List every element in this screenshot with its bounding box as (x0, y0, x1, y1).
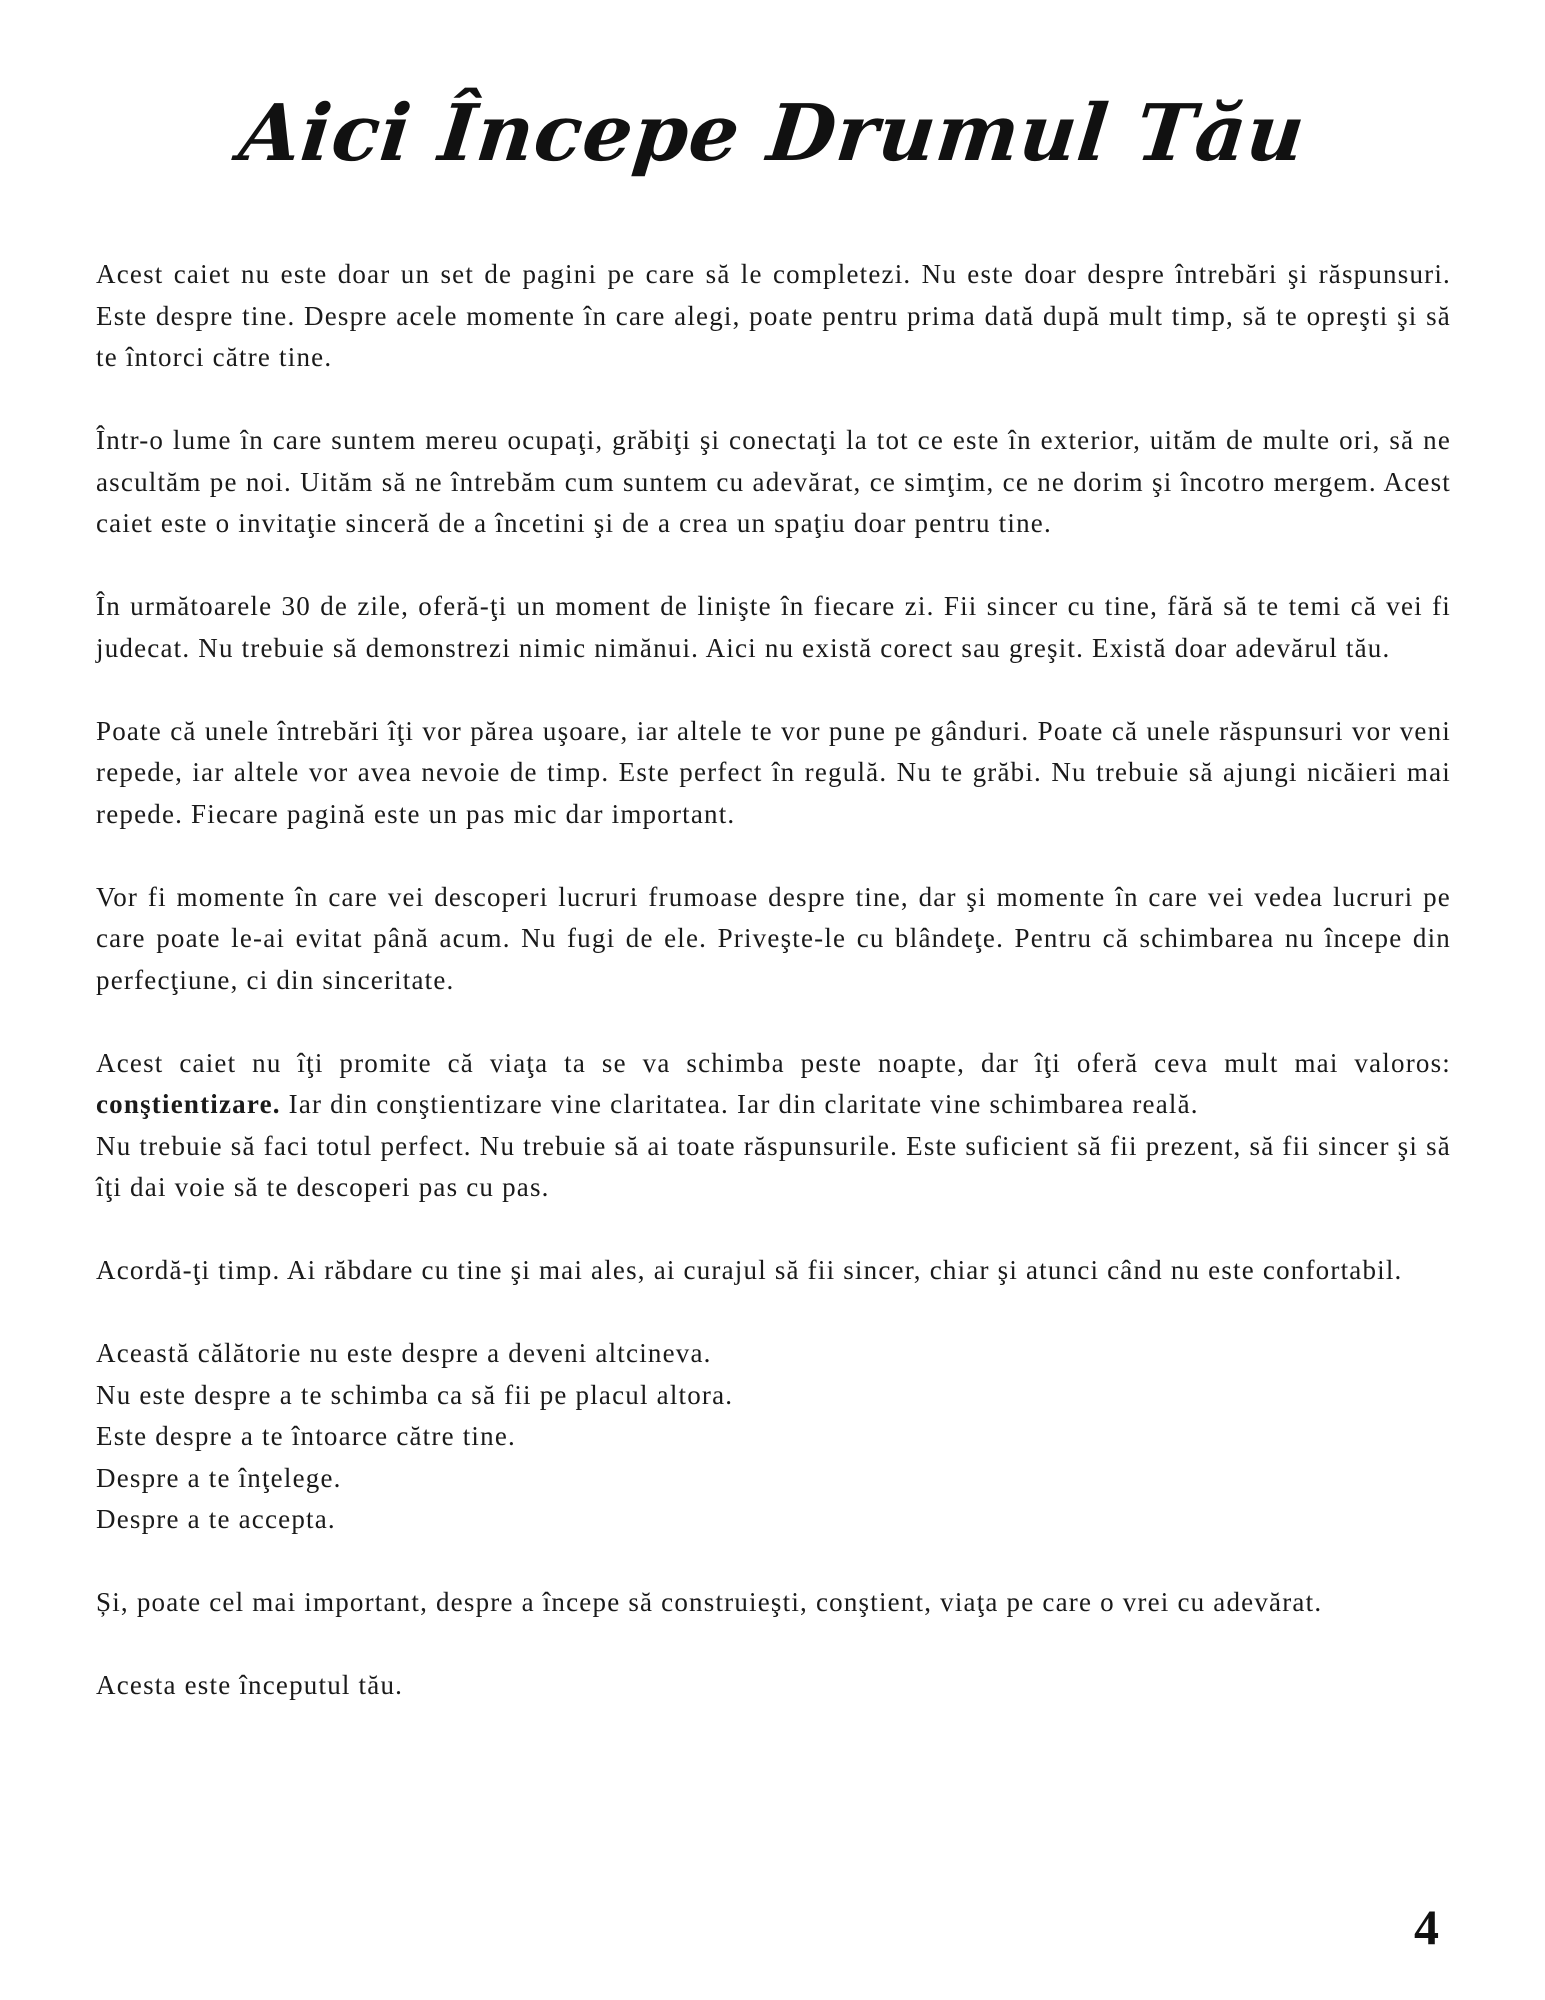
body-text (96, 254, 1451, 1707)
closing-line: Este despre a te întoarce către tine. (96, 1421, 516, 1451)
closing-line: Nu este despre a te schimba ca să fii pe placul altora. (96, 1379, 734, 1410)
page-number: 4 (1414, 1899, 1439, 1955)
paragraph-1: Acest caiet nu este doar un set de pagini pe care să le completezi. Nu este doar despre întrebări şi răspunsuri. Este despre tine. Despre acele momente în care alegi, poate pentru prima dată după mult timp, să te opreşti şi să te întorci către tine. (96, 259, 1451, 372)
closing-line: Despre a te accepta. (96, 1504, 336, 1534)
paragraph-3: În următoarele 30 de zile, oferă-ţi un moment de linişte în fiecare zi. Fii sincer cu tine, fără să te temi că vei fi judecat. Nu trebuie să demonstrezi nimic nimănui. Aici nu există corect sau greşit. Există doar adevărul tău. (96, 591, 1451, 663)
paragraph-5: Vor fi momente în care vei descoperi lucruri frumoase despre tine, dar şi momente în care vei vedea lucruri pe care poate le-ai evitat până acum. Nu fugi de ele. Priveşte-le cu blândeţe. Pentru că schimbarea nu începe din perfecţiune, ci din sinceritate. (96, 881, 1451, 995)
paragraph-7: Nu trebuie să faci totul perfect. Nu trebuie să ai toate răspunsurile. Este suficient să fii prezent, să fii sincer şi să îţi dai voie să te descoperi pas cu pas. (96, 1130, 1451, 1202)
paragraph-10: Acesta este începutul tău. (96, 1670, 404, 1700)
page-title: Aici Începe Drumul Tău (235, 88, 1310, 179)
paragraph-6-start: Acest caiet nu îţi promite că viaţa ta se va schimba peste noapte, dar îţi oferă ceva mult mai valoros: (96, 1047, 1451, 1078)
closing-line: Despre a te înţelege. (96, 1462, 342, 1493)
paragraph-2: Într-o lume în care suntem mereu ocupaţi, grăbiţi şi conectaţi la tot ce este în exterior, uităm de multe ori, să ne ascultăm pe noi. Uităm să ne întrebăm cum suntem cu adevărat, ce simţim, ce ne dorim şi încotro mergem. Acest caiet este o invitaţie sinceră de a încetini şi de a crea un spaţiu doar pentru tine. (96, 425, 1451, 538)
emphasized-word: conştientizare. (96, 1089, 281, 1119)
closing-line: Această călătorie nu este despre a deveni altcineva. (96, 1338, 712, 1368)
paragraph-6 (96, 1043, 1451, 1126)
paragraph-8: Acordă-ţi timp. Ai răbdare cu tine şi mai ales, ai curajul să fii sincer, chiar şi atunci când nu este confortabil. (96, 1255, 1403, 1285)
paragraph-6-end: Iar din conştientizare vine claritatea. Iar din claritate vine schimbarea reală. (280, 1089, 1199, 1119)
paragraph-4: Poate că unele întrebări îţi vor părea uşoare, iar altele te vor pune pe gânduri. Poate că unele răspunsuri vor veni repede, iar altele vor avea nevoie de timp. Este perfect în regulă. Nu te grăbi. Nu trebuie să ajungi nicăieri mai repede. Fiecare pagină este un pas mic dar important. (96, 715, 1451, 829)
closing-lines (96, 1333, 1451, 1541)
paragraph-9: Și, poate cel mai important, despre a începe să construieşti, conştient, viaţa pe care o vrei cu adevărat. (96, 1587, 1323, 1617)
